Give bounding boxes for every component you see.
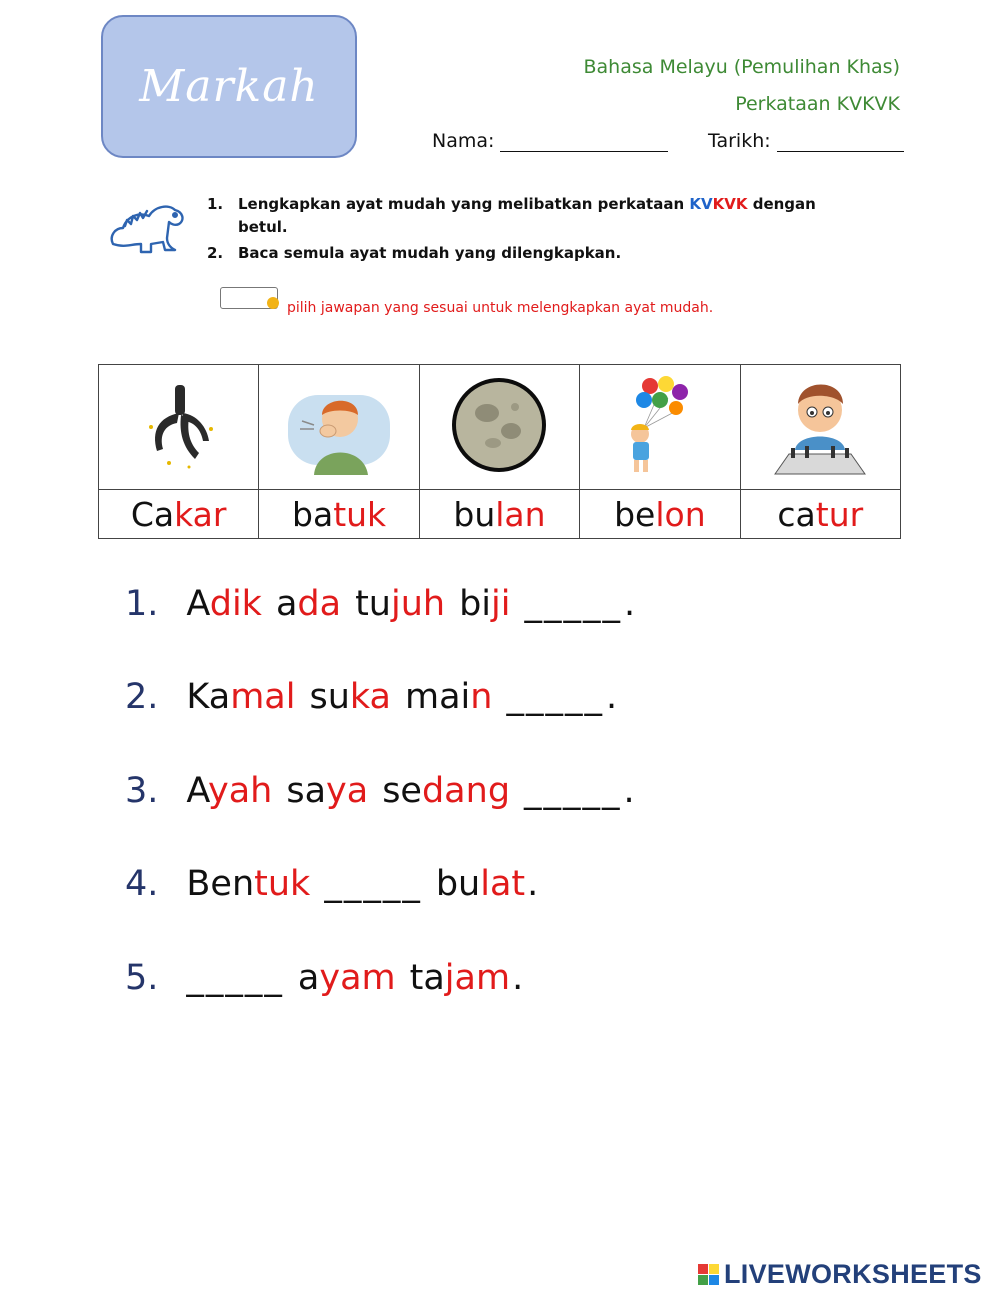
sentence-word: tujuh: [355, 584, 446, 624]
sentence-number: 5.: [125, 958, 159, 998]
picture-cell: [99, 365, 259, 490]
markah-label: Markah: [139, 61, 319, 112]
sentence-period: .: [512, 958, 524, 998]
sentence-word: biji: [459, 584, 511, 624]
sentence-4: [125, 864, 538, 904]
picture-cell: [419, 365, 579, 490]
moon-icon: [449, 375, 549, 475]
answer-blank[interactable]: _____: [524, 584, 622, 624]
sentence-word: bulat: [435, 864, 526, 904]
sentence-period: .: [527, 864, 539, 904]
topic-title: Perkataan KVKVK: [735, 93, 900, 115]
sentence-word: ayam: [297, 958, 396, 998]
sentence-5: [125, 958, 523, 998]
picture-cell: [259, 365, 419, 490]
chess-boy-icon: [765, 370, 875, 480]
sentence-word: Kamal: [186, 677, 296, 717]
instruction-1-text: Lengkapkan ayat mudah yang melibatkan perkataan KVKVK dengan betul.: [238, 195, 816, 236]
markah-box: [101, 15, 357, 158]
word-bulan: bulan: [419, 490, 579, 539]
dinosaur-icon: [105, 198, 189, 258]
date-line[interactable]: [777, 133, 904, 152]
claw-icon: [129, 375, 229, 475]
word-catur: catur: [740, 490, 900, 539]
instruction-1: [207, 193, 847, 241]
instruction-2: [207, 242, 847, 266]
kv-highlight: KV: [689, 195, 713, 213]
answer-blank[interactable]: _____: [186, 958, 284, 998]
sentence-number: 2.: [125, 677, 159, 717]
word-batuk: batuk: [259, 490, 419, 539]
brand-text: LIVEWORKSHEETS: [724, 1259, 982, 1289]
kvk-highlight: KVK: [712, 195, 748, 213]
sentence-number: 4.: [125, 864, 159, 904]
answer-blank[interactable]: _____: [506, 677, 604, 717]
sentence-word: tajam: [409, 958, 511, 998]
sentence-3: [125, 771, 635, 811]
name-label: Nama:: [432, 130, 495, 152]
name-line[interactable]: [500, 133, 668, 152]
sentence-word: Bentuk: [186, 864, 311, 904]
word-belon: belon: [580, 490, 740, 539]
balloons-icon: [610, 370, 710, 480]
sentence-word: main: [405, 677, 493, 717]
sentence-word: suka: [309, 677, 392, 717]
coughing-boy-icon: [284, 375, 394, 475]
sentence-period: .: [623, 584, 636, 624]
instruction-1-number: 1.: [207, 195, 224, 213]
sentence-word: saya: [286, 771, 369, 811]
liveworksheets-logo-icon: [698, 1264, 720, 1286]
name-field[interactable]: [432, 130, 668, 152]
sentence-number: 3.: [125, 771, 159, 811]
answer-blank[interactable]: _____: [524, 771, 622, 811]
hint-text: pilih jawapan yang sesuai untuk melengkapkan ayat mudah.: [287, 300, 714, 316]
date-field[interactable]: [708, 130, 904, 152]
answer-blank[interactable]: _____: [324, 864, 422, 904]
sentence-period: .: [623, 771, 635, 811]
instruction-2-number: 2.: [207, 244, 224, 262]
liveworksheets-brand: [698, 1259, 982, 1290]
sentence-word: Ayah: [186, 771, 273, 811]
date-label: Tarikh:: [708, 130, 771, 152]
picture-cell: [580, 365, 740, 490]
sentence-word: Adik: [186, 584, 262, 624]
sentence-1: [125, 584, 635, 624]
instruction-2-text: Baca semula ayat mudah yang dilengkapkan.: [238, 244, 622, 262]
sentence-period: .: [605, 677, 618, 717]
sentence-number: 1.: [125, 584, 159, 624]
pointer-hand-icon: [267, 297, 279, 309]
word-picture-table: [98, 364, 901, 539]
sentence-word: sedang: [382, 771, 511, 811]
picture-cell: [740, 365, 900, 490]
sentence-2: [125, 677, 617, 717]
word-cakar: Cakar: [99, 490, 259, 539]
sentence-word: ada: [275, 584, 342, 624]
subject-title: Bahasa Melayu (Pemulihan Khas): [583, 56, 900, 78]
